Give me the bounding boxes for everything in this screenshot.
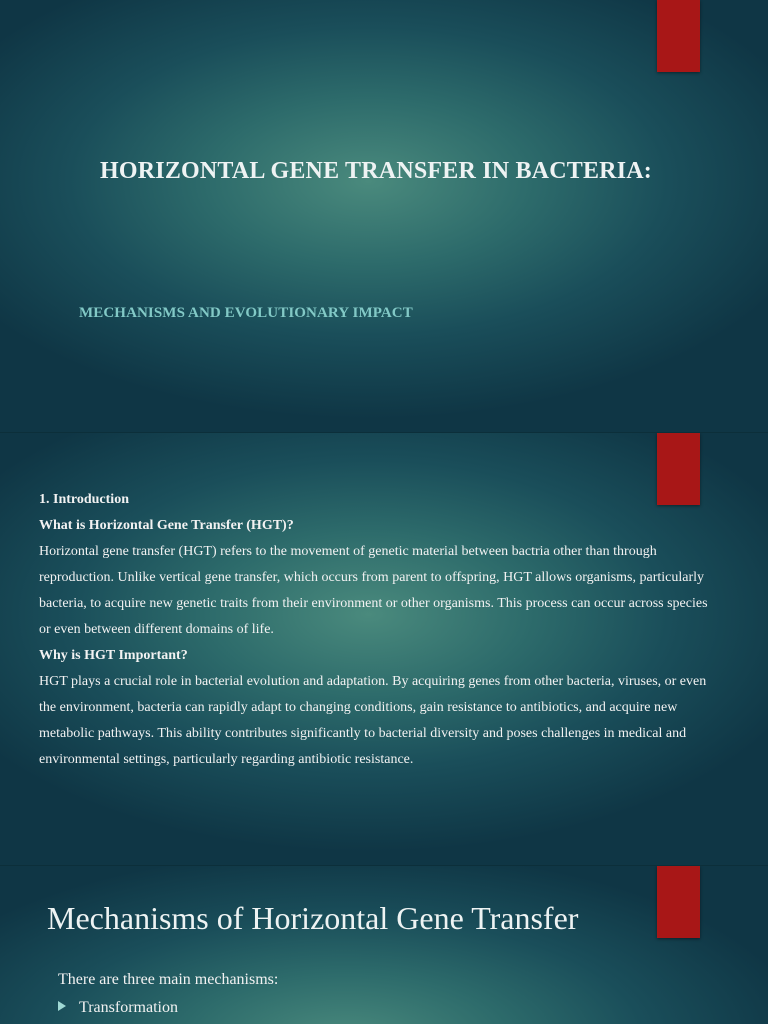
slide-title: Mechanisms of Horizontal Gene Transfer — [47, 900, 579, 936]
page-title: HORIZONTAL GENE TRANSFER IN BACTERIA: — [100, 158, 652, 184]
list-item — [58, 999, 178, 1017]
intro-text: There are three main mechanisms: — [58, 971, 279, 988]
introduction-body — [39, 487, 709, 773]
list-item-label: Transformation — [79, 999, 178, 1016]
slide-title — [0, 0, 768, 432]
page-subtitle: MECHANISMS AND EVOLUTIONARY IMPACT — [79, 305, 413, 321]
section-heading: 1. Introduction — [39, 492, 129, 507]
question-heading: What is Horizontal Gene Transfer (HGT)? — [39, 518, 294, 533]
accent-bar — [657, 0, 700, 72]
paragraph: Horizontal gene transfer (HGT) refers to the movement of genetic material between bactria other than through reproduction. Unlike vertical gene transfer, which occurs from parent to offspring, HGT allows organisms, particularly bacteria, to acquire new genetic traits from their environment or other organisms. This process can occur across species or even between different domains of life. — [39, 544, 708, 637]
slide-mechanisms — [0, 866, 768, 1024]
paragraph: HGT plays a crucial role in bacterial evolution and adaptation. By acquiring genes from other bacteria, viruses, or even the environment, bacteria can rapidly adapt to changing conditions, gain resistance to antibiotics, and acquire new metabolic pathways. This ability contributes significantly to bacterial diversity and poses challenges in medical and environmental settings, particularly regarding antibiotic resistance. — [39, 674, 707, 767]
triangle-bullet-icon — [58, 1001, 66, 1011]
question-heading: Why is HGT Important? — [39, 648, 188, 663]
slide-introduction — [0, 433, 768, 865]
accent-bar — [657, 866, 700, 938]
